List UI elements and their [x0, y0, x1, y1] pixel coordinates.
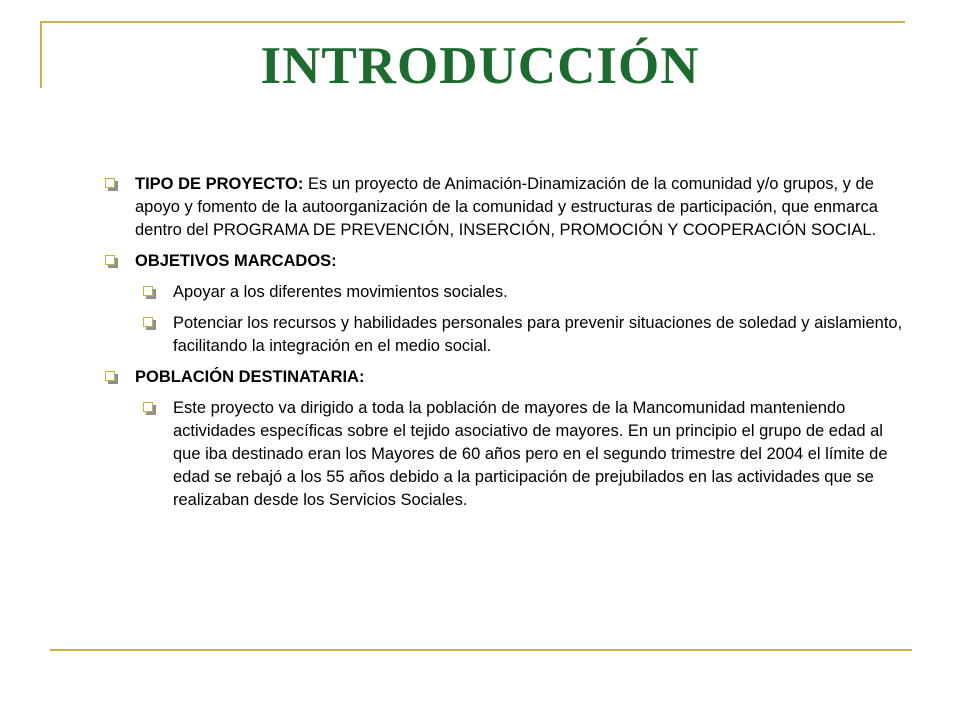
poblacion-heading: POBLACIÓN DESTINATARIA: — [135, 368, 365, 386]
sub-bullet-poblacion-1 — [141, 397, 903, 512]
objetivo-text: Apoyar a los diferentes movimientos sociales. — [173, 283, 508, 301]
poblacion-text: Este proyecto va dirigido a toda la población de mayores de la Mancomunidad manteniendo actividades específicas sobre el tejido asociativo de mayores. En un principio el grupo de edad al que iba destinado eran los Mayores de 60 años pero en el segundo trimestre del 2004 el límite de edad se rebajó a los 55 años debido a la participación de prejubilados en las actividades que se realizaban desde los Servicios Sociales. — [173, 399, 888, 509]
top-rule — [40, 21, 905, 23]
sub-bullet-objetivo-2 — [141, 312, 903, 358]
hollow-square-bullet-icon — [105, 255, 118, 268]
bullet-objetivos — [103, 250, 903, 273]
hollow-square-bullet-icon — [105, 178, 118, 191]
bottom-rule — [50, 649, 912, 651]
tipo-text: Es un proyecto de Animación-Dinamización de la comunidad y/o grupos, y de apoyo y fomento de la autoorganización de la comunidad y estructuras de participación, que enmarca dentro del PROGRAMA DE PREVENCIÓN, INSERCIÓN, PROMOCIÓN Y COOPERACIÓN SOCIAL. — [135, 175, 878, 239]
tipo-heading: TIPO DE PROYECTO: — [135, 175, 304, 193]
objetivo-text: Potenciar los recursos y habilidades personales para prevenir situaciones de soledad y aislamiento, facilitando la integración en el medio social. — [173, 314, 903, 355]
slide-title: INTRODUCCIÓN — [260, 37, 700, 95]
sub-bullet-objetivo-1 — [141, 281, 903, 304]
objetivos-heading: OBJETIVOS MARCADOS: — [135, 252, 337, 270]
bullet-poblacion — [103, 366, 903, 389]
bullet-tipo-proyecto — [103, 173, 903, 242]
hollow-square-bullet-icon — [143, 286, 156, 299]
hollow-square-bullet-icon — [143, 402, 156, 415]
hollow-square-bullet-icon — [143, 317, 156, 330]
slide-content — [103, 173, 903, 520]
hollow-square-bullet-icon — [105, 371, 118, 384]
